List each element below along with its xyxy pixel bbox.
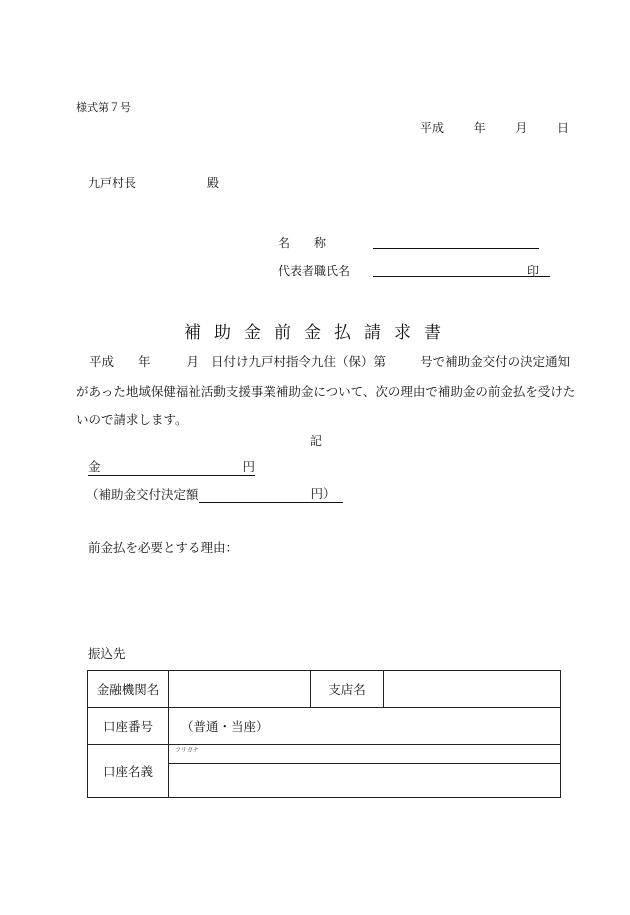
- date-era: 平成: [420, 121, 445, 135]
- body-era: 平成: [89, 354, 115, 369]
- account-type: （普通・当座）: [181, 719, 269, 734]
- decision-line: [86, 484, 343, 503]
- body-month: 月: [186, 354, 200, 369]
- form-number: 様式第７号: [76, 101, 131, 114]
- decision-suffix: 円）: [310, 486, 336, 501]
- amount-field[interactable]: [88, 457, 255, 476]
- furigana-label: フリガナ: [175, 747, 199, 754]
- account-label: 口座番号: [88, 708, 169, 745]
- addressee-honorific: 殿: [207, 176, 220, 190]
- branch-field[interactable]: [384, 671, 561, 708]
- date-day: 日: [557, 121, 570, 135]
- amount-prefix: 金: [88, 459, 101, 474]
- holder-label: 口座名義: [88, 745, 169, 798]
- document-title: 補助金前金払請求書: [184, 323, 454, 343]
- amount-unit: 円: [242, 459, 256, 474]
- body-line-2: があった地域保健福祉活動支援事業補助金について、次の理由で補助金の前金払を受けた: [76, 384, 576, 399]
- institution-label: 金融機関名: [88, 671, 169, 708]
- amount-line: [88, 457, 255, 476]
- date-year: 年: [473, 121, 486, 135]
- account-field[interactable]: [169, 708, 561, 745]
- transfer-label: 振込先: [88, 646, 126, 661]
- applicant-name-field[interactable]: [373, 234, 539, 249]
- representative-field[interactable]: [373, 262, 550, 277]
- branch-label: 支店名: [311, 671, 384, 708]
- representative-label: 代表者職氏名: [278, 264, 351, 278]
- institution-field[interactable]: [169, 671, 311, 708]
- body-line-1: [89, 352, 570, 370]
- ki-heading: 記: [310, 434, 323, 448]
- decision-prefix: （補助金交付決定額: [86, 487, 199, 502]
- holder-field[interactable]: [169, 764, 561, 798]
- body-reference: 日付け九戸村指令九住（保）第: [211, 354, 387, 369]
- decision-amount-field[interactable]: [199, 484, 344, 503]
- seal-mark: 印: [527, 264, 540, 278]
- furigana-field[interactable]: [169, 745, 561, 764]
- applicant-name-label: 名 称: [278, 236, 327, 250]
- reason-label: 前金払を必要とする理由：: [88, 540, 239, 555]
- addressee-name: 九戸村長: [88, 176, 137, 190]
- bank-table: [87, 670, 561, 798]
- date-line: [420, 119, 569, 136]
- body-year: 年: [138, 354, 151, 369]
- body-rest: 号で補助金交付の決定通知: [420, 354, 571, 369]
- date-month: 月: [515, 121, 528, 135]
- body-line-3: いので請求します。: [76, 412, 188, 427]
